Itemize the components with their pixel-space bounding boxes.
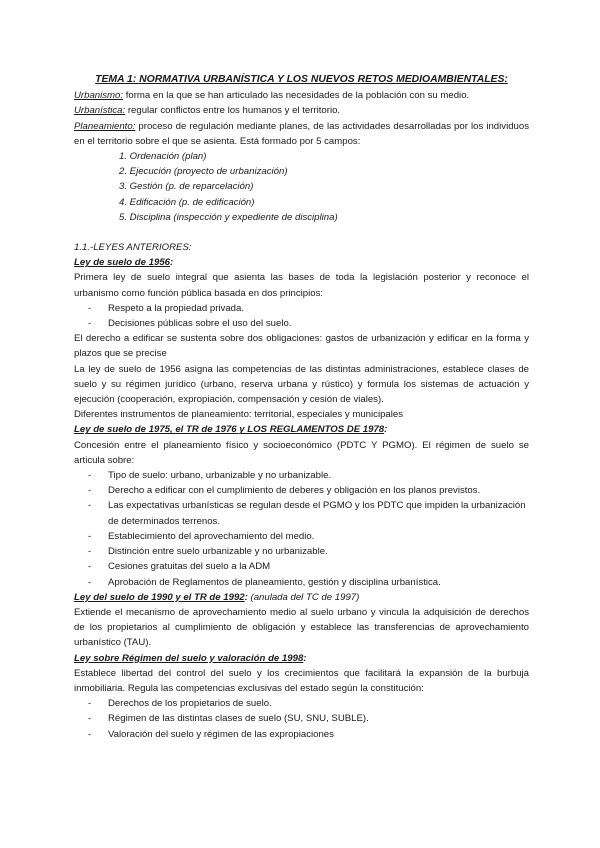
list-item: - Establecimiento del aprovechamiento del medio. xyxy=(88,529,529,544)
heading-suffix: : xyxy=(244,591,248,603)
paragraph: Establece libertad del control del suelo y los crecimientos que facilitará la expansión de la burbuja inmobiliaria. Regula las competencias exclusivas del estado según la constitución: xyxy=(74,667,529,694)
list-item: 4. Edificación (p. de edificación) xyxy=(119,196,255,208)
term-planeamiento: Planeamiento: xyxy=(74,120,136,132)
heading-ley-1990 xyxy=(74,590,529,605)
list-item: - Cesiones gratuitas del suelo a la ADM xyxy=(88,559,529,574)
term-urbanismo: Urbanismo: xyxy=(74,90,124,102)
section-heading: 1.1.-LEYES ANTERIORES: xyxy=(74,242,192,254)
heading-ley-1956 xyxy=(74,255,529,270)
list-item: - Aprobación de Reglamentos de planeamiento, gestión y disciplina urbanística. xyxy=(88,575,529,590)
spacer xyxy=(74,225,529,240)
paragraph: Diferentes instrumentos de planeamiento: territorial, especiales y municipales xyxy=(74,409,404,421)
definition-urbanismo xyxy=(74,88,529,103)
list-item: - Distinción entre suelo urbanizable y no urbanizable. xyxy=(88,544,529,559)
heading-ley-1956-text: Ley de suelo de 1956 xyxy=(74,257,170,269)
definition-text: regular conflictos entre los humanos y el territorio. xyxy=(125,105,341,117)
heading-ley-1990-text: Ley del suelo de 1990 y el TR de 1992 xyxy=(74,591,245,603)
heading-ley-1998 xyxy=(74,651,529,666)
list-item: 2. Ejecución (proyecto de urbanización) xyxy=(119,166,288,178)
paragraph: El derecho a edificar se sustenta sobre dos obligaciones: gastos de urbanización y edificar en la forma y plazos que se precise xyxy=(74,333,529,360)
heading-suffix: : xyxy=(169,257,174,269)
list-item: - Las expectativas urbanísticas se regulan desde el PGMO y los PDTC que impiden la urbanización de determinados terrenos. xyxy=(88,498,529,528)
principios-list xyxy=(74,301,529,331)
list-item: - Decisiones públicas sobre el uso del suelo. xyxy=(88,316,529,331)
heading-ley-1998-text: Ley sobre Régimen del suelo y valoración de 1998 xyxy=(74,652,304,664)
list-item: - Derechos de los propietarios de suelo. xyxy=(88,696,529,711)
definition-planeamiento xyxy=(74,119,529,149)
heading-ley-1975-text: Ley de suelo de 1975, el TR de 1976 y LOS REGLAMENTOS DE 1978 xyxy=(74,424,385,436)
definition-text: proceso de regulación mediante planes, de las actividades desarrolladas por los individuos en el territorio sobre el que se asienta. Está formado por 5 campos: xyxy=(74,120,529,147)
document-title: TEMA 1: NORMATIVA URBANÍSTICA Y LOS NUEVOS RETOS MEDIOAMBIENTALES: xyxy=(95,74,508,85)
paragraph: Extiende el mecanismo de aprovechamiento medio al suelo urbano y vincula la adquisición de derechos de los propietarios al cumplimiento de obligación y establece las transferencias de aprovechamiento urbanístico (TAU). xyxy=(74,606,529,649)
heading-ley-1975 xyxy=(74,422,529,437)
regimen-list xyxy=(74,468,529,590)
list-item: - Derecho a edificar con el cumplimiento de deberes y obligación en los planos previstos. xyxy=(88,483,529,498)
document-page xyxy=(74,72,529,742)
heading-suffix: : xyxy=(384,424,388,436)
term-urbanistica: Urbanística: xyxy=(74,105,126,117)
list-item: - Valoración del suelo y régimen de las expropiaciones xyxy=(88,727,529,742)
paragraph: Primera ley de suelo integral que asienta las bases de toda la legislación posterior y reconoce el urbanismo como función pública basada en dos principios: xyxy=(74,272,529,299)
list-item: 5. Disciplina (inspección y expediente de disciplina) xyxy=(119,211,338,223)
list-item: 1. Ordenación (plan) xyxy=(119,151,207,163)
paragraph: La ley de suelo de 1956 asigna las competencias de las distintas administraciones, establece clases de suelo y su régimen jurídico (urbano, reserva urbana y rústico) y formula los sistemas de actuación y ejecución (cooperación, expropiación, compensación y cesión de viales). xyxy=(74,363,529,406)
list-item: - Régimen de las distintas clases de suelo (SU, SNU, SUBLE). xyxy=(88,711,529,726)
definition-text: forma en la que se han articulado las necesidades de la población con su medio. xyxy=(123,90,470,102)
list-item: - Respeto a la propiedad privada. xyxy=(88,301,529,316)
definition-urbanistica xyxy=(74,103,529,118)
list-item: 3. Gestión (p. de reparcelación) xyxy=(119,181,254,193)
heading-suffix: : xyxy=(303,652,307,664)
paragraph: Concesión entre el planeamiento físico y socioeconómico (PDTC Y PGMO). El régimen de suelo se articula sobre: xyxy=(74,439,529,466)
competencias-list xyxy=(74,696,529,742)
campos-list xyxy=(74,149,529,225)
heading-note: (anulada del TC de 1997) xyxy=(247,591,360,603)
list-item: - Tipo de suelo: urbano, urbanizable y no urbanizable. xyxy=(88,468,529,483)
